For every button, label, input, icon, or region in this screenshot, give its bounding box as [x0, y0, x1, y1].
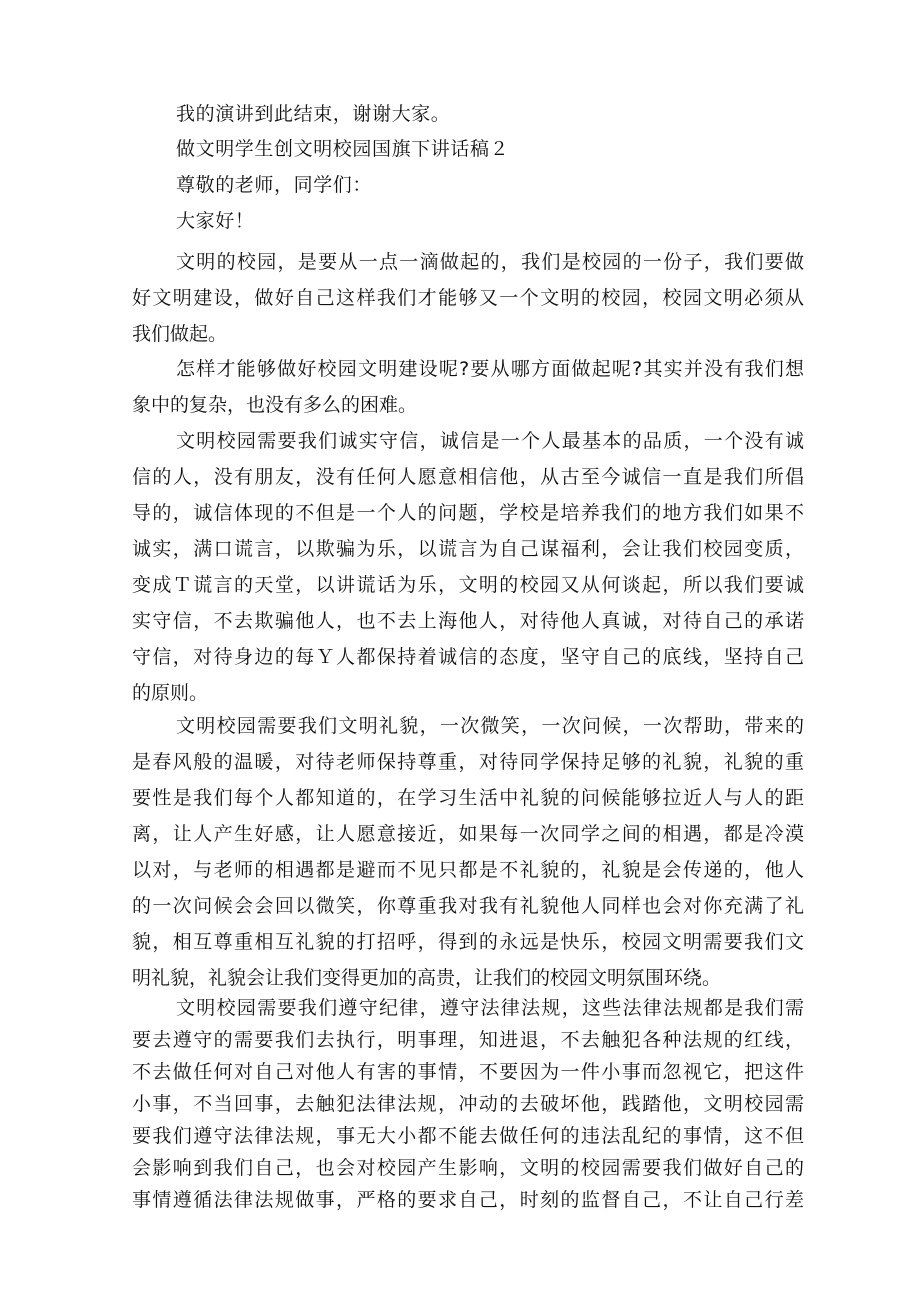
paragraph-line: 我们做起。: [132, 323, 228, 345]
paragraph-line: 怎样才能够做好校园文明建设呢?要从哪方面做起呢?其实并没有我们想: [176, 358, 804, 380]
greeting-line: 大家好！: [176, 210, 255, 232]
paragraph-line: 小事，不当回事，去触犯法律法规，冲动的去破坏他，践踏他，文明校园需: [132, 1093, 804, 1115]
paragraph-line: 文明校园需要我们遵守纪律，遵守法律法规，这些法律法规都是我们需: [176, 997, 804, 1019]
speech-title: 做文明学生创文明校园国旗下讲话稿２: [176, 138, 510, 160]
paragraph-line: 文明校园需要我们文明礼貌，一次微笑，一次问候，一次帮助，带来的: [176, 715, 804, 737]
paragraph-4: [132, 708, 804, 996]
paragraph-5: [132, 992, 804, 1216]
closing-line: 我的演讲到此结束，谢谢大家。: [176, 103, 451, 125]
paragraph-line: 是春风般的温暖，对待老师保持尊重，对待同学保持足够的礼貌，礼貌的重: [132, 751, 804, 773]
paragraph-line: 文明校园需要我们诚实守信，诚信是一个人最基本的品质，一个没有诚: [176, 430, 804, 452]
paragraph-line: 明礼貌，礼貌会让我们变得更加的高贵，让我们的校园文明氛围环绕。: [132, 967, 722, 989]
paragraph-line: 文明的校园，是要从一点一滴做起的，我们是校园的一份子，我们要做: [176, 251, 804, 273]
paragraph-line: 要去遵守的需要我们去执行，明事理，知进退，不去触犯各种法规的红线，: [132, 1029, 804, 1051]
paragraph-line: 导的，诚信体现的不但是一个人的问题，学校是培养我们的地方我们如果不: [132, 502, 804, 524]
paragraph-line: 变成Ｔ谎言的天堂，以讲谎话为乐，文明的校园又从何谈起，所以我们要诚: [132, 574, 804, 596]
salutation-line: 尊敬的老师，同学们：: [176, 174, 373, 196]
paragraph-1: [132, 244, 804, 352]
paragraph-line: 诚实，满口谎言，以欺骗为乐，以谎言为自己谋福利，会让我们校园变质，: [132, 538, 804, 560]
paragraph-line: 离，让人产生好感，让人愿意接近，如果每一次同学之间的相遇，都是冷漠: [132, 823, 804, 845]
paragraph-line: 以对，与老师的相遇都是避而不见只都是不礼貌的，礼貌是会传递的，他人: [132, 859, 804, 881]
paragraph-2: [132, 351, 804, 423]
paragraph-line: 守信，对待身边的每Ｙ人都保持着诚信的态度，坚守自己的底线，坚持自己: [132, 646, 804, 668]
paragraph-line: 的原则。: [132, 682, 209, 704]
paragraph-line: 好文明建设，做好自己这样我们才能够又一个文明的校园，校园文明必须从: [132, 287, 804, 309]
paragraph-line: 要性是我们每个人都知道的，在学习生活中礼貌的问候能够拉近人与人的距: [132, 787, 804, 809]
paragraph-line: 事情遵循法律法规做事，严格的要求自己，时刻的监督自己，不让自己行差: [132, 1189, 804, 1211]
paragraph-line: 貌，相互尊重相互礼貌的打招呼，得到的永远是快乐，校园文明需要我们文: [132, 931, 804, 953]
paragraph-line: 信的人，没有朋友，没有任何人愿意相信他，从古至今诚信一直是我们所倡: [132, 466, 804, 488]
paragraph-line: 的一次问候会会回以微笑，你尊重我对我有礼貌他人同样也会对你充满了礼: [132, 895, 804, 917]
paragraph-line: 实守信，不去欺骗他人，也不去上海他人，对待他人真诚，对待自己的承诺: [132, 610, 804, 632]
paragraph-line: 会影响到我们自己，也会对校园产生影响，文明的校园需要我们做好自己的: [132, 1157, 804, 1179]
paragraph-line: 要我们遵守法律法规，事无大小都不能去做任何的违法乱纪的事情，这不但: [132, 1125, 804, 1147]
paragraph-line: 象中的复杂，也没有多么的困难。: [132, 394, 418, 416]
paragraph-3: [132, 423, 804, 711]
paragraph-line: 不去做任何对自己对他人有害的事情，不要因为一件小事而忽视它，把这件: [132, 1061, 804, 1083]
